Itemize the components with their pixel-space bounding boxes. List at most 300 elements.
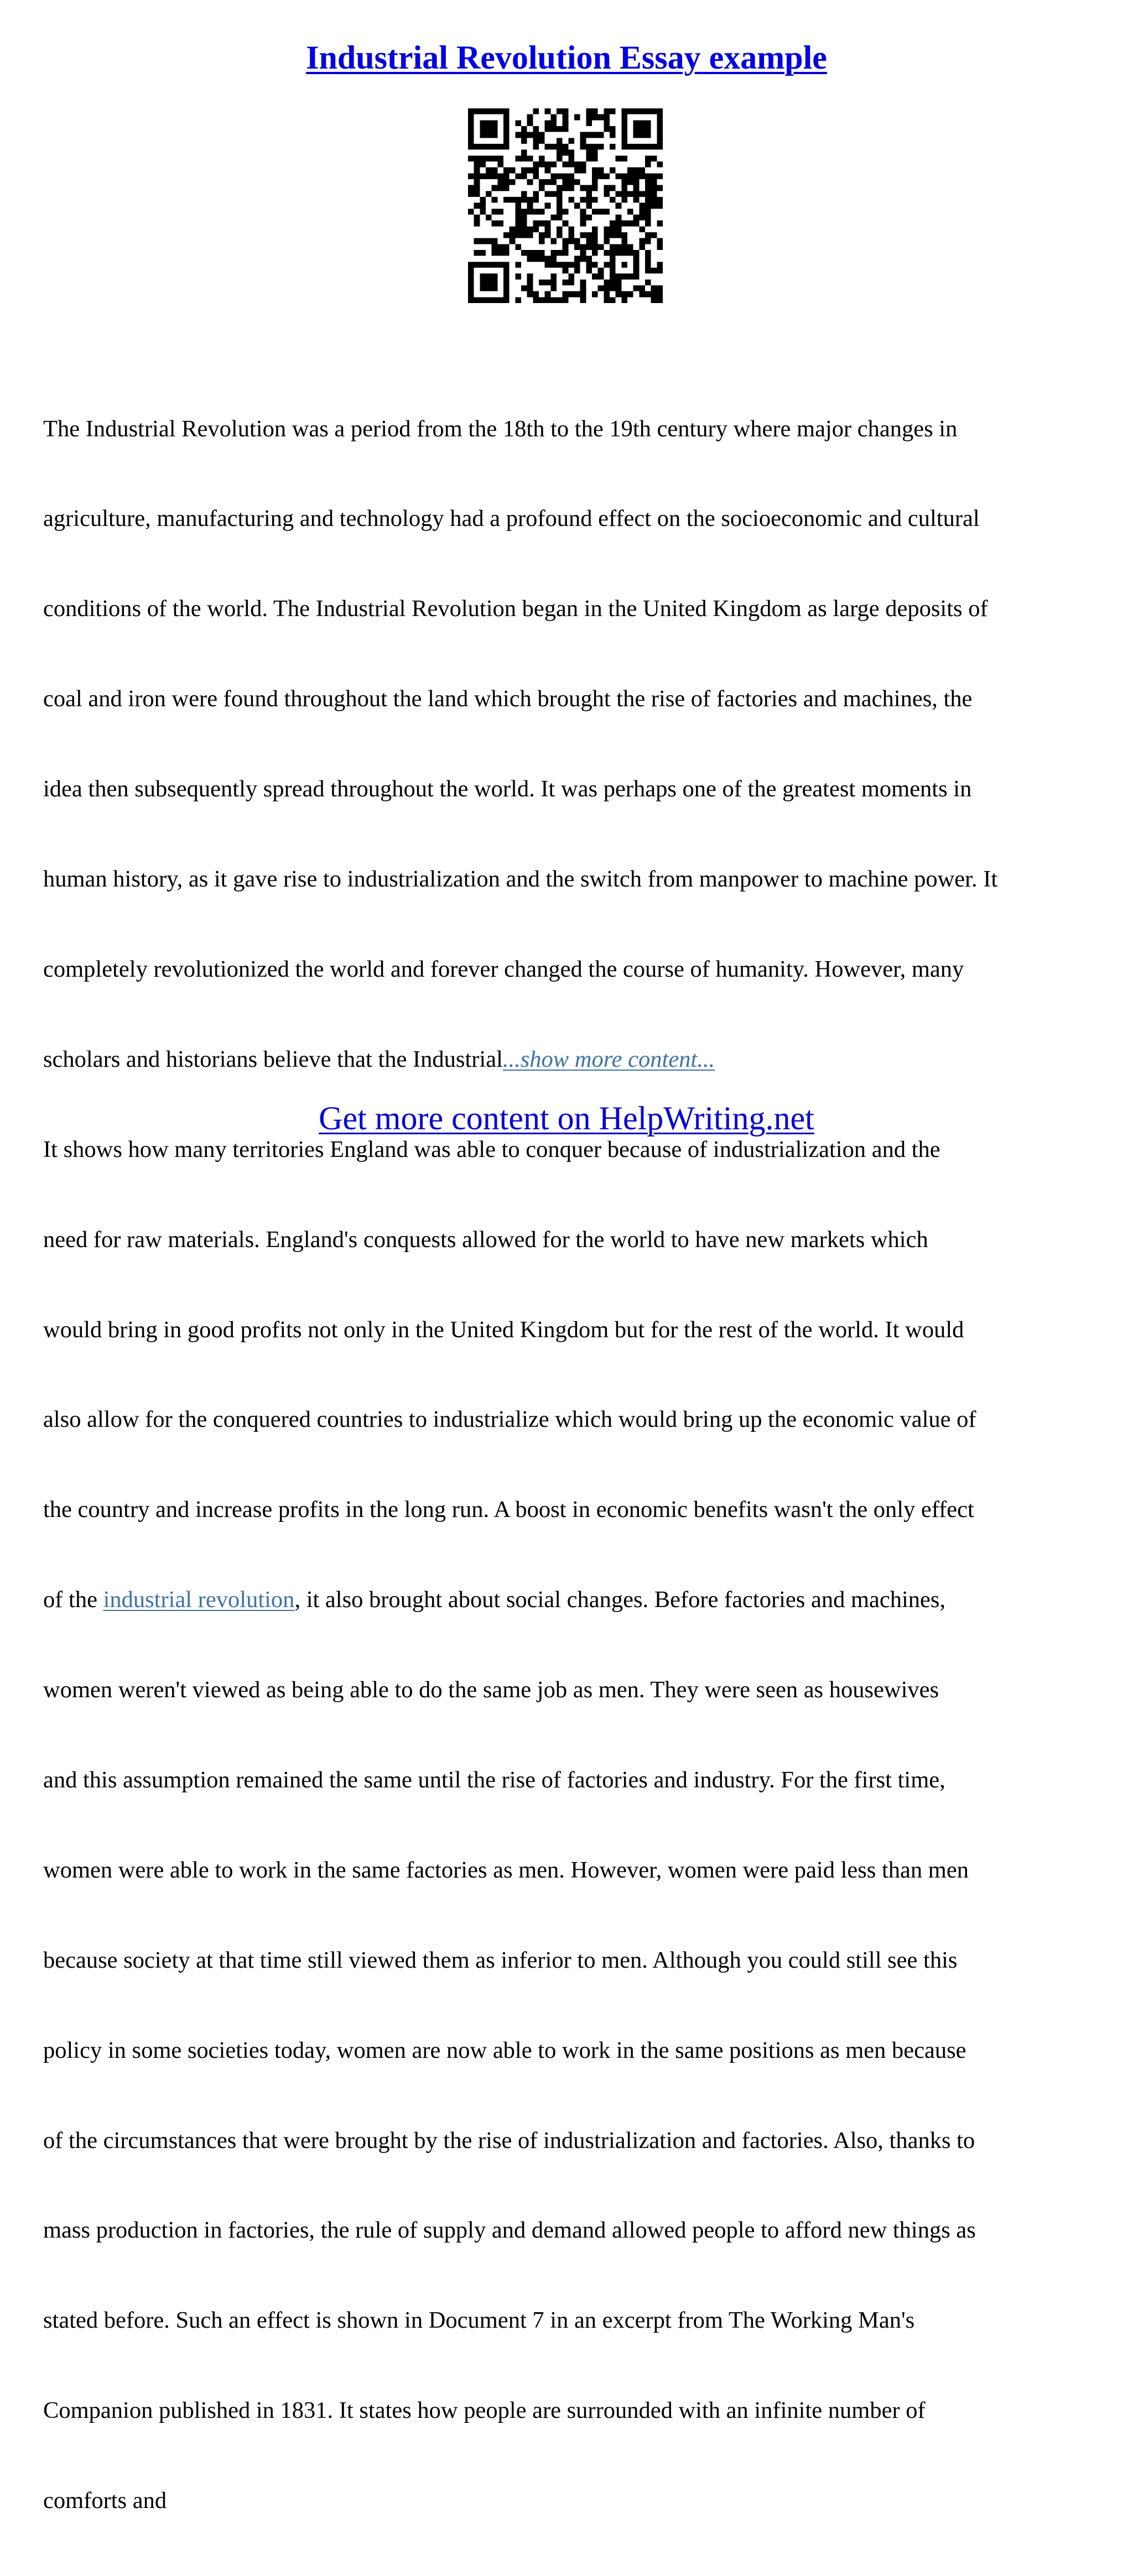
qr-module <box>651 144 657 150</box>
qr-module <box>651 185 657 191</box>
qr-module <box>651 203 657 209</box>
qr-module <box>621 221 627 227</box>
qr-module <box>474 155 480 161</box>
qr-module <box>610 274 616 280</box>
qr-module <box>527 179 533 185</box>
qr-module <box>492 208 498 215</box>
qr-module <box>527 226 533 232</box>
qr-module <box>568 161 574 168</box>
qr-module <box>633 132 640 138</box>
qr-module <box>539 232 545 238</box>
body-line: and this assumption remained the same until the rise of factories and industry. For the first time, <box>43 1766 945 1793</box>
qr-module <box>527 208 533 215</box>
qr-module <box>586 150 592 156</box>
qr-module <box>550 161 557 168</box>
qr-module <box>550 274 557 280</box>
qr-module <box>539 132 545 138</box>
qr-module <box>480 285 486 291</box>
qr-module <box>557 191 563 197</box>
qr-module <box>527 250 533 256</box>
qr-module <box>497 161 503 168</box>
qr-module <box>598 208 604 215</box>
body-line-text: of the <box>43 1587 103 1613</box>
qr-module <box>486 279 492 285</box>
qr-module <box>492 285 498 291</box>
qr-module <box>645 232 651 238</box>
qr-module <box>580 279 586 285</box>
qr-module <box>503 114 510 121</box>
qr-module <box>574 161 580 168</box>
qr-module <box>492 126 498 132</box>
qr-module <box>468 279 474 285</box>
qr-module <box>503 274 510 280</box>
body-line-text: , it also brought about social changes. Before factories and machines, <box>294 1587 946 1613</box>
qr-module <box>503 244 510 250</box>
qr-module <box>592 168 598 174</box>
qr-module <box>616 232 622 238</box>
qr-module <box>527 168 533 174</box>
qr-module <box>563 150 569 156</box>
qr-module <box>610 185 616 191</box>
qr-module <box>657 161 663 168</box>
qr-module <box>527 232 533 238</box>
qr-module <box>497 208 503 215</box>
body-line: because society at that time still viewed them as inferior to men. Although you could still see this <box>43 1947 958 1973</box>
qr-module <box>521 226 527 232</box>
qr-module <box>545 161 551 168</box>
qr-module <box>486 215 492 221</box>
qr-module <box>568 150 574 156</box>
qr-module <box>621 244 627 250</box>
qr-module <box>657 132 663 138</box>
qr-module <box>627 208 633 215</box>
qr-module <box>557 173 563 179</box>
qr-module <box>533 297 539 303</box>
qr-module <box>563 221 569 227</box>
qr-module <box>497 262 503 268</box>
qr-module <box>515 244 521 250</box>
qr-module <box>486 168 492 174</box>
qr-module <box>586 244 592 250</box>
qr-module <box>592 208 598 215</box>
qr-module <box>645 155 651 161</box>
qr-module <box>610 297 616 303</box>
qr-module <box>627 191 633 197</box>
qr-module <box>657 185 663 191</box>
qr-module <box>550 238 557 244</box>
qr-module <box>633 215 640 221</box>
qr-module <box>627 144 633 150</box>
qr-module <box>527 256 533 262</box>
qr-module <box>645 126 651 132</box>
qr-module <box>657 262 663 268</box>
qr-module <box>539 279 545 285</box>
qr-module <box>574 168 580 174</box>
qr-module <box>539 238 545 244</box>
qr-module <box>497 179 503 185</box>
qr-module <box>510 179 516 185</box>
body-line: Companion published in 1831. It states how people are surrounded with an infinite number of <box>43 2397 926 2424</box>
qr-module <box>604 126 610 132</box>
qr-module <box>557 232 563 238</box>
qr-module <box>497 144 503 150</box>
qr-module <box>592 197 598 203</box>
qr-module <box>598 244 604 250</box>
qr-module <box>486 144 492 150</box>
qr-module <box>639 191 645 197</box>
show-more-link[interactable]: ...show more content... <box>502 1046 715 1072</box>
qr-module <box>486 238 492 244</box>
qr-module <box>474 144 480 150</box>
qr-module <box>533 221 539 227</box>
qr-module <box>497 297 503 303</box>
body-line: of the circumstances that were brought by the rise of industrialization and factories. Also, thanks to <box>43 2127 975 2153</box>
qr-module <box>621 232 627 238</box>
qr-module <box>610 168 616 174</box>
qr-module <box>621 108 627 114</box>
qr-module <box>503 132 510 138</box>
qr-module <box>568 274 574 280</box>
qr-module <box>468 144 474 150</box>
qr-module <box>633 268 640 274</box>
qr-module <box>639 238 645 244</box>
qr-module <box>527 291 533 298</box>
qr-module <box>474 250 480 256</box>
qr-module <box>610 132 616 138</box>
qr-module <box>657 221 663 227</box>
qr-module <box>592 173 598 179</box>
qr-module <box>645 279 651 285</box>
qr-module <box>492 120 498 126</box>
qr-module <box>621 138 627 144</box>
qr-module <box>497 221 503 227</box>
qr-module <box>633 185 640 191</box>
qr-module <box>657 238 663 244</box>
get-more-content-link[interactable]: Get more content on HelpWriting.net <box>319 1100 814 1136</box>
qr-module <box>610 268 616 274</box>
qr-module <box>610 108 616 114</box>
qr-module <box>503 285 510 291</box>
qr-module <box>645 173 651 179</box>
qr-module <box>645 238 651 244</box>
qr-module <box>521 138 527 144</box>
qr-module <box>474 238 480 244</box>
qr-module <box>645 108 651 114</box>
qr-code-icon[interactable] <box>468 108 663 303</box>
qr-module <box>480 120 486 126</box>
qr-module <box>604 250 610 256</box>
body-line: women were able to work in the same factories as men. However, women were paid less than men <box>43 1857 969 1883</box>
qr-module <box>592 291 598 298</box>
qr-module <box>550 191 557 197</box>
qr-module <box>633 262 640 268</box>
qr-module <box>604 297 610 303</box>
qr-module <box>621 191 627 197</box>
qr-module <box>515 297 521 303</box>
qr-module <box>539 250 545 256</box>
qr-module <box>539 185 545 191</box>
qr-module <box>568 238 574 244</box>
qr-module <box>521 155 527 161</box>
qr-module <box>474 262 480 268</box>
qr-module <box>515 208 521 215</box>
qr-module <box>563 291 569 298</box>
qr-module <box>468 155 474 161</box>
body-line: the country and increase profits in the long run. A boost in economic benefits wasn't the only effect <box>43 1496 974 1523</box>
qr-module <box>610 244 616 250</box>
qr-module <box>492 238 498 244</box>
body-line <box>43 1045 1100 1075</box>
qr-module <box>492 168 498 174</box>
qr-module <box>492 250 498 256</box>
qr-module <box>598 144 604 150</box>
qr-module <box>621 132 627 138</box>
body-line: would bring in good profits not only in the United Kingdom but for the rest of the world. It would <box>43 1316 964 1343</box>
qr-module <box>480 155 486 161</box>
qr-module <box>492 144 498 150</box>
qr-module <box>515 197 521 203</box>
qr-module <box>616 250 622 256</box>
qr-module <box>563 297 569 303</box>
qr-module <box>645 161 651 168</box>
body-line: It shows how many territories England was able to conquer because of industrialization and the <box>43 1136 940 1162</box>
qr-module <box>633 144 640 150</box>
body-line: human history, as it gave rise to industrialization and the switch from manpower to machine power. It <box>43 866 998 893</box>
qr-module <box>645 203 651 209</box>
qr-module <box>515 274 521 280</box>
qr-module <box>645 256 651 262</box>
qr-module <box>633 274 640 280</box>
qr-module <box>539 155 545 161</box>
qr-module <box>545 221 551 227</box>
qr-module <box>645 291 651 298</box>
body-line: coal and iron were found throughout the land which brought the rise of factories and machines, the <box>43 686 973 712</box>
qr-module <box>557 155 563 161</box>
qr-module <box>510 232 516 238</box>
qr-module <box>604 173 610 179</box>
qr-module <box>521 221 527 227</box>
title-container <box>0 39 1133 77</box>
qr-module <box>610 226 616 232</box>
qr-module <box>598 268 604 274</box>
qr-module <box>651 291 657 298</box>
qr-module <box>545 232 551 238</box>
qr-module <box>557 250 563 256</box>
qr-module <box>621 297 627 303</box>
qr-module <box>586 215 592 221</box>
qr-module <box>563 161 569 168</box>
qr-module <box>486 285 492 291</box>
qr-module <box>486 262 492 268</box>
qr-module <box>610 232 616 238</box>
qr-module <box>639 226 645 232</box>
qr-module <box>492 274 498 280</box>
qr-module <box>503 144 510 150</box>
qr-module <box>657 126 663 132</box>
qr-module <box>586 144 592 150</box>
qr-module <box>474 173 480 179</box>
qr-module <box>533 138 539 144</box>
qr-module <box>468 285 474 291</box>
qr-module <box>610 126 616 132</box>
qr-module <box>480 108 486 114</box>
qr-module <box>604 285 610 291</box>
page-title-link[interactable]: Industrial Revolution Essay example <box>306 39 827 76</box>
qr-module <box>586 132 592 138</box>
qr-module <box>645 185 651 191</box>
qr-module <box>639 215 645 221</box>
qr-module <box>580 185 586 191</box>
qr-module <box>592 262 598 268</box>
qr-module <box>533 197 539 203</box>
qr-module <box>633 120 640 126</box>
qr-module <box>598 274 604 280</box>
qr-module <box>497 155 503 161</box>
qr-module <box>521 250 527 256</box>
qr-module <box>574 268 580 274</box>
qr-module <box>527 274 533 280</box>
qr-module <box>621 262 627 268</box>
body-line: agriculture, manufacturing and technology had a profound effect on the socioeconomic and cultural <box>43 505 980 532</box>
qr-module <box>510 197 516 203</box>
qr-module <box>503 168 510 174</box>
qr-module <box>550 262 557 268</box>
footer-container <box>0 1099 1133 1138</box>
qr-module <box>639 203 645 209</box>
qr-module <box>580 144 586 150</box>
qr-module <box>580 297 586 303</box>
qr-module <box>580 197 586 203</box>
qr-module <box>492 155 498 161</box>
qr-module <box>539 221 545 227</box>
qr-module <box>474 215 480 221</box>
qr-module <box>586 238 592 244</box>
qr-module <box>580 208 586 215</box>
qr-module <box>604 232 610 238</box>
qr-module <box>616 274 622 280</box>
qr-module <box>621 114 627 121</box>
qr-module <box>492 173 498 179</box>
qr-module <box>468 132 474 138</box>
qr-module <box>474 108 480 114</box>
qr-module <box>574 203 580 209</box>
qr-module <box>568 155 574 161</box>
qr-module <box>497 108 503 114</box>
qr-module <box>616 221 622 227</box>
qr-module <box>574 244 580 250</box>
qr-module <box>521 197 527 203</box>
qr-module <box>645 262 651 268</box>
body-line-text: scholars and historians believe that the Industrial <box>43 1046 503 1072</box>
qr-module <box>645 215 651 221</box>
qr-module <box>557 126 563 132</box>
body-line: mass production in factories, the rule of supply and demand allowed people to afford new things as <box>43 2217 976 2244</box>
qr-module <box>510 226 516 232</box>
qr-module <box>533 168 539 174</box>
qr-module <box>568 173 574 179</box>
qr-module <box>592 150 598 156</box>
qr-module <box>545 179 551 185</box>
qr-module <box>645 144 651 150</box>
qr-module <box>480 144 486 150</box>
qr-module <box>657 297 663 303</box>
qr-module <box>621 274 627 280</box>
qr-module <box>568 185 574 191</box>
qr-module <box>545 203 551 209</box>
qr-module <box>468 268 474 274</box>
qr-module <box>657 197 663 203</box>
qr-module <box>563 262 569 268</box>
qr-module <box>545 297 551 303</box>
qr-module <box>527 197 533 203</box>
qr-module <box>550 279 557 285</box>
qr-module <box>592 108 598 114</box>
qr-module <box>621 250 627 256</box>
qr-module <box>645 250 651 256</box>
industrial-revolution-link[interactable]: industrial revolution <box>103 1587 295 1613</box>
qr-module <box>515 226 521 232</box>
qr-module <box>621 120 627 126</box>
qr-module <box>510 238 516 244</box>
qr-module <box>527 114 533 121</box>
qr-module <box>616 173 622 179</box>
qr-module <box>545 291 551 298</box>
qr-module <box>592 232 598 238</box>
qr-module <box>657 203 663 209</box>
qr-module <box>568 179 574 185</box>
qr-module <box>580 244 586 250</box>
qr-module <box>633 197 640 203</box>
qr-module <box>497 244 503 250</box>
qr-module <box>616 191 622 197</box>
qr-module <box>586 155 592 161</box>
qr-module <box>598 285 604 291</box>
qr-module <box>616 285 622 291</box>
qr-module <box>480 279 486 285</box>
qr-module <box>480 126 486 132</box>
qr-module <box>515 221 521 227</box>
qr-module <box>639 132 645 138</box>
qr-module <box>645 120 651 126</box>
qr-module <box>616 244 622 250</box>
qr-module <box>503 279 510 285</box>
qr-module <box>627 108 633 114</box>
qr-module <box>651 232 657 238</box>
qr-module <box>651 297 657 303</box>
qr-module <box>539 138 545 144</box>
qr-module <box>480 208 486 215</box>
qr-module <box>580 138 586 144</box>
qr-module <box>468 126 474 132</box>
qr-module <box>639 126 645 132</box>
qr-module <box>574 291 580 298</box>
qr-module <box>503 120 510 126</box>
qr-module <box>545 262 551 268</box>
qr-module <box>574 238 580 244</box>
qr-module <box>586 256 592 262</box>
qr-module <box>563 114 569 121</box>
body-line <box>43 1585 1100 1615</box>
body-line: women weren't viewed as being able to do the same job as men. They were seen as housewives <box>43 1677 939 1703</box>
qr-module <box>533 256 539 262</box>
qr-module <box>474 185 480 191</box>
qr-module <box>492 185 498 191</box>
qr-module <box>627 168 633 174</box>
qr-module <box>557 108 563 114</box>
qr-module <box>486 155 492 161</box>
qr-module <box>586 185 592 191</box>
qr-module <box>563 250 569 256</box>
